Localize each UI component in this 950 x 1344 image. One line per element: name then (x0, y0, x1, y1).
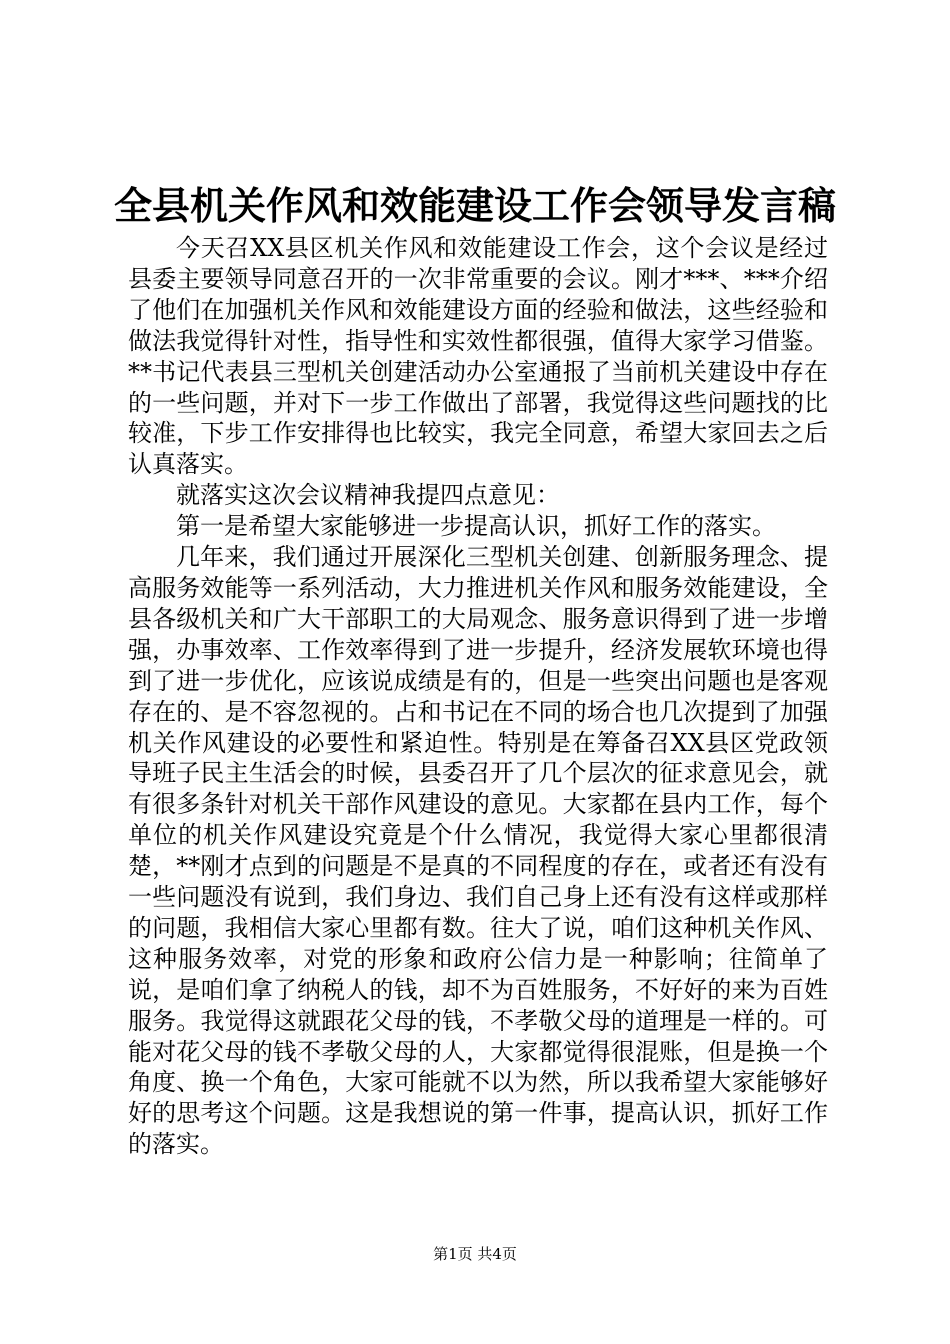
paragraph-opening: 今天召XX县区机关作风和效能建设工作会，这个会议是经过县委主要领导同意召开的一次非常重要的会议。刚才***、***介绍了他们在加强机关作风和效能建设方面的经验和做法，这些经验和做法我觉得针对性，指导性和实效性都很强，值得大家学习借鉴。**书记代表县三型机关创建活动办公室通报了当前机关建设中存在的一些问题，并对下一步工作做出了部署，我觉得这些问题找的比较准，下步工作安排得也比较实，我完全同意，希望大家回去之后认真落实。 (128, 234, 828, 479)
page-number-footer: 第1页 共4页 (433, 1245, 517, 1263)
paragraph-four-points-intro: 就落实这次会议精神我提四点意见： (176, 481, 560, 510)
document-body (128, 233, 828, 1160)
document-title: 全县机关作风和效能建设工作会领导发言稿 (113, 183, 836, 228)
paragraph-first-point-detail: 几年来，我们通过开展深化三型机关创建、创新服务理念、提高服务效能等一系列活动，大力推进机关作风和服务效能建设，全县各级机关和广大干部职工的大局观念、服务意识得到了进一步增强，办事效率、工作效率得到了进一步提升，经济发展软环境也得到了进一步优化，应该说成绩是有的，但是一些突出问题也是客观存在的、是不容忽视的。占和书记在不同的场合也几次提到了加强机关作风建设的必要性和紧迫性。特别是在筹备召XX县区党政领导班子民主生活会的时候，县委召开了几个层次的征求意见会，就有很多条针对机关干部作风建设的意见。大家都在县内工作，每个单位的机关作风建设究竟是个什么情况，我觉得大家心里都很清楚，**刚才点到的问题是不是真的不同程度的存在，或者还有没有一些问题没有说到，我们身边、我们自己身上还有没有这样或那样的问题，我相信大家心里都有数。往大了说，咱们这种机关作风、这种服务效率，对党的形象和政府公信力是一种影响；往简单了说，是咱们拿了纳税人的钱，却不为百姓服务，不好好的来为百姓服务。我觉得这就跟花父母的钱，不孝敬父母的道理是一样的。可能对花父母的钱不孝敬父母的人，大家都觉得很混账，但是换一个角度、换一个角色，大家可能就不以为然，所以我希望大家能够好好的思考这个问题。这是我想说的第一件事，提高认识，抓好工作的落实。 (128, 543, 828, 1159)
paragraph-first-point: 第一是希望大家能够进一步提高认识，抓好工作的落实。 (176, 512, 776, 541)
